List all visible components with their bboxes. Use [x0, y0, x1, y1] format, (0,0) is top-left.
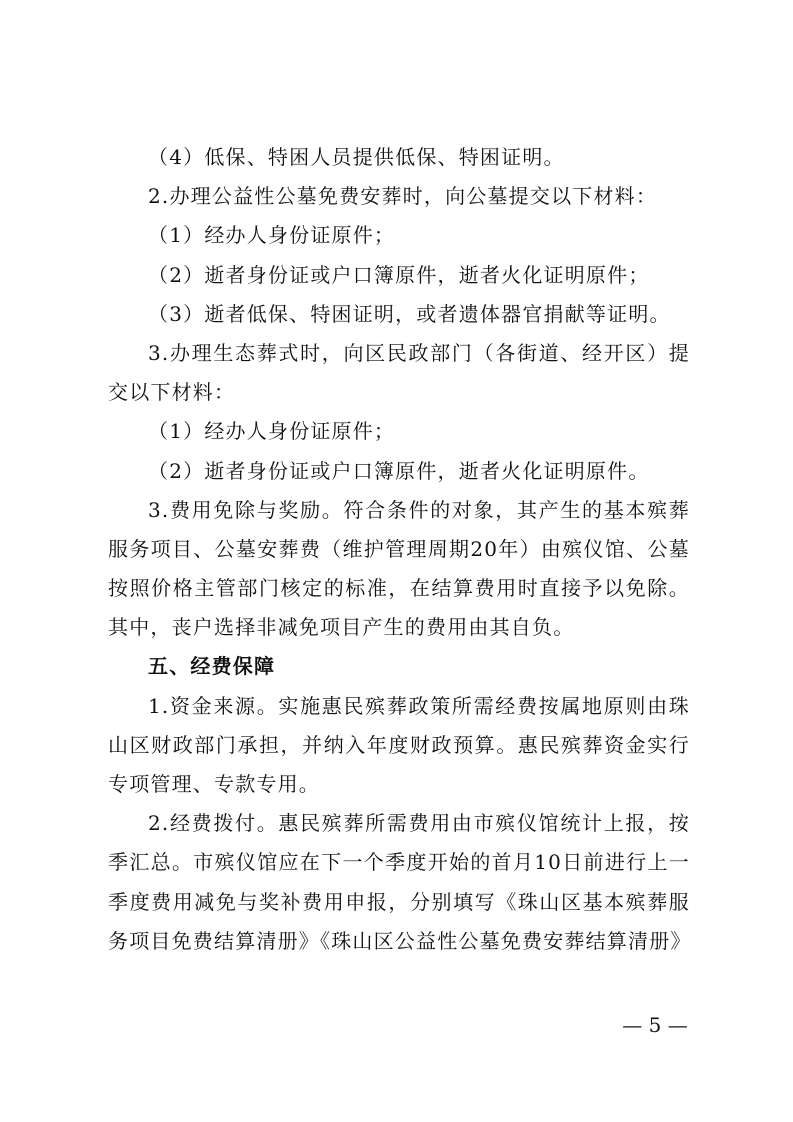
text-line: （2）逝者身份证或户口簿原件，逝者火化证明原件。 [148, 458, 650, 483]
text-line: 2.办理公益性公墓免费安葬时，向公墓提交以下材料： [148, 184, 658, 209]
text-line: 山区财政部门承担，并纳入年度财政预算。惠民殡葬资金实行 [108, 732, 690, 757]
text-line: （1）经办人身份证原件； [148, 419, 396, 444]
text-line: 3.费用免除与奖励。符合条件的对象，其产生的基本殡葬 [148, 497, 690, 522]
text-line: 2.经费拨付。惠民殡葬所需费用由市殡仪馆统计上报，按 [148, 811, 690, 836]
text-line: （2）逝者身份证或户口簿原件，逝者火化证明原件； [148, 262, 650, 287]
text-line: 其中，丧户选择非减免项目产生的费用由其自负。 [108, 615, 575, 640]
text-line: 按照价格主管部门核定的标准，在结算费用时直接予以免除。 [108, 576, 690, 601]
section-heading: 五、经费保障 [148, 654, 276, 679]
text-line: 3.办理生态葬式时，向区民政部门（各街道、经开区）提 [148, 340, 690, 365]
text-line: （3）逝者低保、特困证明，或者遗体器官捐献等证明。 [148, 301, 671, 326]
text-line: （4）低保、特困人员提供低保、特困证明。 [148, 145, 565, 169]
text-line: 1.资金来源。实施惠民殡葬政策所需经费按属地原则由珠 [148, 693, 690, 718]
text-line: 服务项目、公墓安葬费（维护管理周期20年）由殡仪馆、公墓 [108, 536, 690, 561]
text-line: 季度费用减免与奖补费用申报，分别填写《珠山区基本殡葬服 [108, 889, 690, 914]
body-text [108, 138, 690, 961]
text-line: 交以下材料： [108, 380, 236, 405]
text-line: 季汇总。市殡仪馆应在下一个季度开始的首月10日前进行上一 [108, 850, 690, 875]
text-line: 专项管理、专款专用。 [108, 772, 320, 796]
page-number: — 5 — [622, 1013, 688, 1037]
text-line: 务项目免费结算清册》《珠山区公益性公墓免费安葬结算清册》 [108, 928, 692, 953]
text-line: （1）经办人身份证原件； [148, 223, 396, 248]
